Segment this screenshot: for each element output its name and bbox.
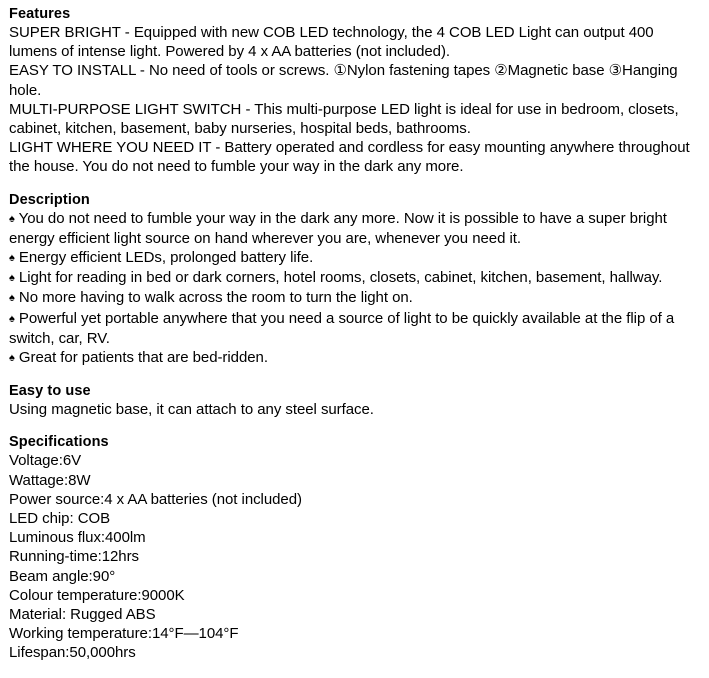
- description-bullet-text: Great for patients that are bed-ridden.: [18, 349, 268, 367]
- spec-line: Working temperature:14°F—104°F: [9, 625, 239, 643]
- description-bullet-item: [9, 268, 700, 288]
- description-heading: Description: [9, 191, 90, 208]
- spec-line: Material: Rugged ABS: [9, 606, 156, 624]
- spec-line: Running-time:12hrs: [9, 548, 139, 566]
- description-section: [9, 191, 700, 369]
- spade-bullet-icon: ♠: [9, 212, 15, 225]
- features-paragraph: LIGHT WHERE YOU NEED IT - Battery operated and cordless for easy mounting anywhere throughout the house. You do not need to fumble your way in the dark any more.: [9, 139, 690, 176]
- easy-to-use-heading: Easy to use: [9, 383, 91, 400]
- spade-bullet-icon: ♠: [9, 272, 15, 285]
- spec-line: Wattage:8W: [9, 471, 91, 489]
- description-bullet-text: Energy efficient LEDs, prolonged battery life.: [18, 249, 314, 267]
- easy-to-use-paragraph: Using magnetic base, it can attach to any steel surface.: [9, 401, 374, 419]
- specifications-heading: Specifications: [9, 434, 109, 451]
- spec-line: Lifespan:50,000hrs: [9, 644, 136, 662]
- spade-bullet-icon: ♠: [9, 352, 15, 365]
- description-bullet-text: Powerful yet portable anywhere that you need a source of light to be quickly available at the flip of a switch, car, RV.: [9, 309, 675, 347]
- spec-line: Colour temperature:9000K: [9, 586, 185, 604]
- spec-line: Beam angle:90°: [9, 567, 116, 585]
- description-bullet-item: [9, 309, 700, 348]
- spade-bullet-icon: ♠: [9, 252, 15, 265]
- description-bullet-item: [9, 209, 700, 248]
- features-paragraph: SUPER BRIGHT - Equipped with new COB LED technology, the 4 COB LED Light can output 400 lumens of intense light. Powered by 4 x AA batteries (not included).: [9, 24, 654, 61]
- features-heading: Features: [9, 6, 71, 22]
- description-bullet-text: No more having to walk across the room to turn the light on.: [18, 289, 413, 307]
- spec-line: Voltage:6V: [9, 452, 82, 470]
- description-bullet-item: [9, 248, 700, 268]
- description-bullet-item: [9, 348, 700, 368]
- spec-line: LED chip: COB: [9, 510, 111, 528]
- easy-to-use-section: [9, 382, 700, 419]
- spec-line: Luminous flux:400lm: [9, 529, 146, 547]
- description-bullet-text: Light for reading in bed or dark corners, hotel rooms, closets, cabinet, kitchen, basement, hallway.: [18, 269, 663, 287]
- features-section: [9, 5, 700, 177]
- features-paragraph: EASY TO INSTALL - No need of tools or screws. ①Nylon fastening tapes ②Magnetic base ③Hanging hole.: [9, 62, 678, 99]
- description-bullet-item: [9, 288, 700, 308]
- spade-bullet-icon: ♠: [9, 312, 15, 325]
- features-paragraph: MULTI-PURPOSE LIGHT SWITCH - This multi-purpose LED light is ideal for use in bedroom, closets, cabinet, kitchen, basement, baby nurseries, hospital beds, bathrooms.: [9, 100, 679, 138]
- spec-line: Power source:4 x AA batteries (not included): [9, 490, 302, 508]
- specifications-section: [9, 433, 700, 662]
- description-bullet-text: You do not need to fumble your way in the dark any more. Now it is possible to have a super bright energy efficient light source on hand wherever you are, whenever you need it.: [9, 209, 667, 247]
- spade-bullet-icon: ♠: [9, 292, 15, 305]
